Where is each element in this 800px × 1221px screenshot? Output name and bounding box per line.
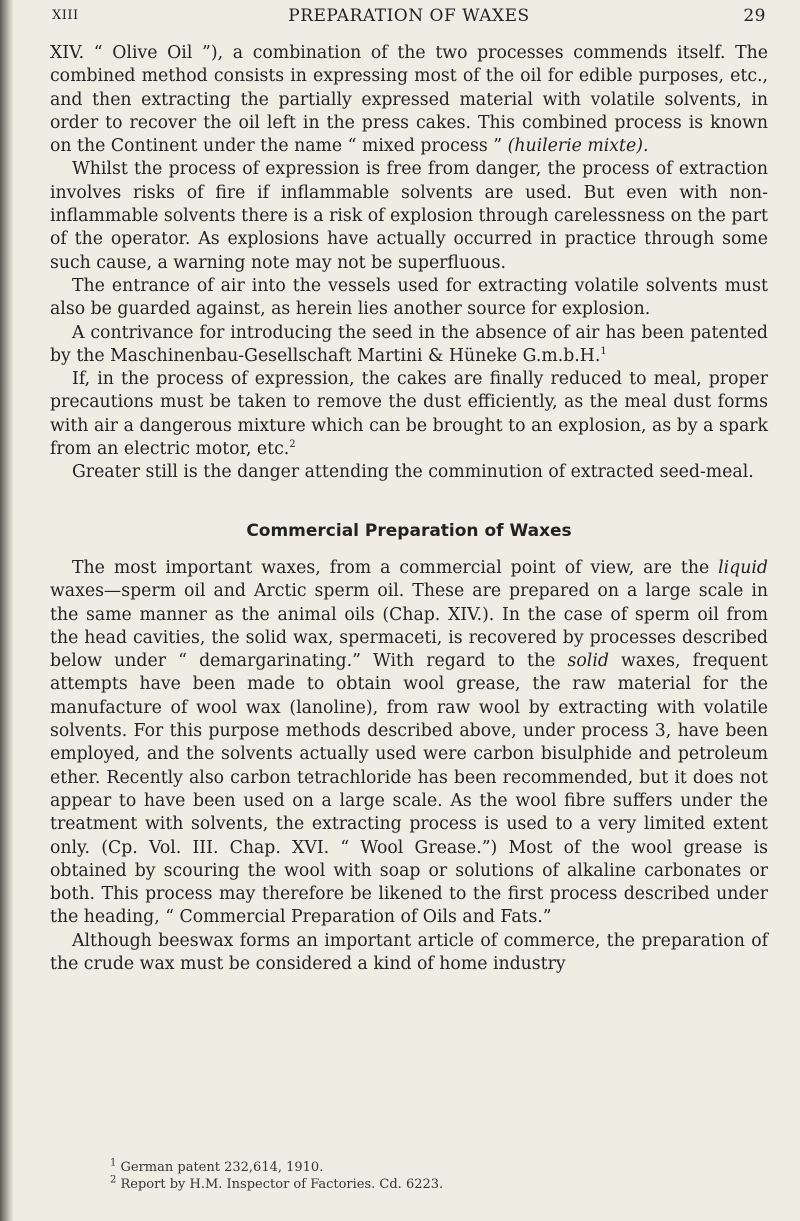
paragraph-1: XIV. “ Olive Oil ”), a combination of the two processes commends itself. The combined method consists in expressing most of the oil for edible purposes, etc., and then extracting the partially expressed material with volatile solvents, in order to recover the oil left in the press cakes. This combined process is known on the Continent under the name “ mixed process ” (huilerie mixte).	[50, 43, 768, 157]
italic-term-liquid: liquid	[718, 557, 768, 578]
paragraph-3: The entrance of air into the vessels used for extracting volatile solvents must also be guarded against, as herein lies another source for explosion.	[50, 275, 768, 320]
body-text	[50, 42, 768, 976]
footnote-ref-1[interactable]: 1	[600, 346, 607, 358]
running-title: PREPARATION OF WAXES	[288, 6, 530, 26]
footnote-mark: 1	[110, 1157, 117, 1169]
chapter-number: XIII	[52, 8, 79, 23]
paragraph-8: Although beeswax forms an important article of commerce, the preparation of the crude wax must be considered a kind of home industry	[50, 930, 768, 974]
page-binding-shadow	[0, 0, 14, 1221]
section-heading: Commercial Preparation of Waxes	[246, 520, 572, 541]
paragraph-2: Whilst the process of expression is free from danger, the process of extraction involves risks of fire if inflammable solvents are used. But even with non-inflammable solvents there is a risk of explosion through carelessness on the part of the operator. As explosions have actually occurred in practice through some such cause, a warning note may not be superfluous.	[50, 159, 768, 273]
footnotes	[70, 1159, 750, 1193]
italic-term-huilerie-mixte: (huilerie mixte).	[507, 136, 649, 157]
page-number: 29	[743, 6, 766, 26]
footnote-1: $^1$ German patent 232,614, 1910.	[110, 1157, 324, 1175]
running-header	[52, 4, 766, 34]
footnote-2: $^2$ Report by H.M. Inspector of Factories. Cd. 6223.	[110, 1174, 444, 1192]
paragraph-5: If, in the process of expression, the cakes are finally reduced to meal, proper precautions must be taken to remove the dust efficiently, as the meal dust forms with air a dangerous mixture which can be brought to an explosion, as by a spark from an electric motor, etc.$^2$	[50, 369, 768, 460]
italic-term-solid: solid	[567, 651, 609, 672]
paragraph-7: The most important waxes, from a commercial point of view, are the liquid waxes—sperm oil and Arctic sperm oil. These are prepared on a large scale in the same manner as the animal oils (Chap. XIV.). In the case of sperm oil from the head cavities, the solid wax, spermaceti, is recovered by processes described below under “ demargarinating.” With regard to the solid waxes, frequent attempts have been made to obtain wool grease, the raw material for the manufacture of wool wax (lanoline), from raw wool by extracting with volatile solvents. For this purpose methods described above, under process 3, have been employed, and the solvents actually used were carbon bisulphide and petroleum ether. Recently also carbon tetrachloride has been recommended, but it does not appear to have been used on a large scale. As the wool fibre suffers under the treatment with solvents, the extracting process is used to a very limited extent only. (Cp. Vol. III. Chap. XVI. “ Wool Grease.”) Most of the wool grease is obtained by scouring the wool with soap or solutions of alkaline carbonates or both. This process may therefore be likened to the first process described under the heading, “ Commercial Preparation of Oils and Fats.”	[50, 557, 768, 928]
footnote-mark: 2	[110, 1174, 117, 1186]
paragraph-4: A contrivance for introducing the seed in the absence of air has been patented by the Maschinenbau-Gesellschaft Martini & Hüneke G.m.b.H.$^1$	[50, 322, 768, 366]
footnote-ref-2[interactable]: 2	[289, 439, 296, 451]
paragraph-6: Greater still is the danger attending the comminution of extracted seed-meal.	[72, 462, 754, 483]
